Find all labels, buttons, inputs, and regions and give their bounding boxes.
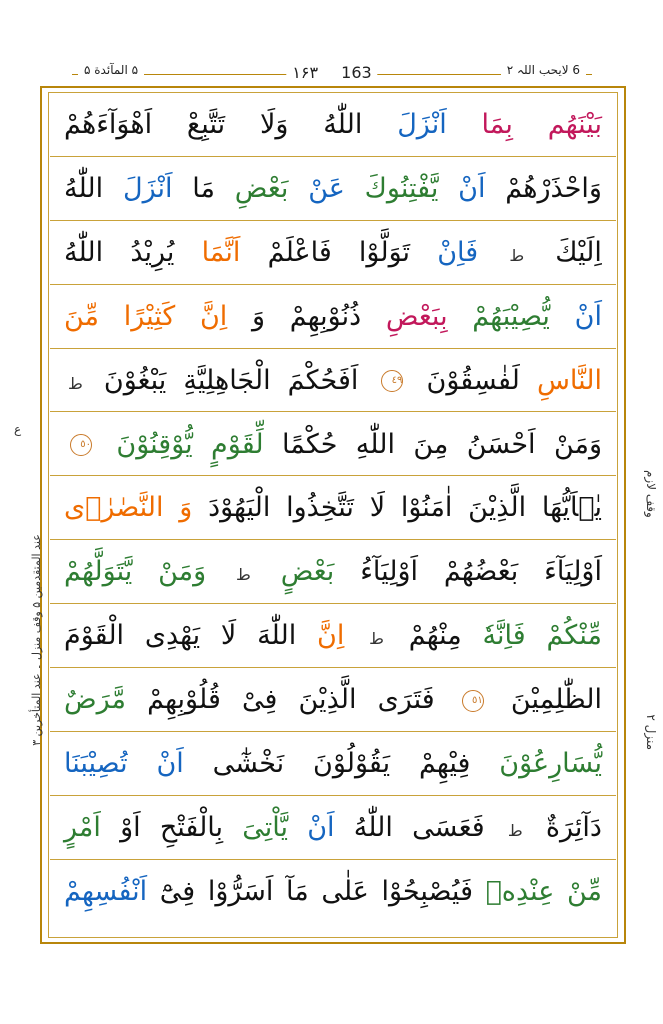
verse-word: بَعْضُهُمْ: [443, 556, 519, 588]
verse-word: يُرِيْدُ: [130, 236, 175, 268]
verse-word: بِالْفَتْحِ: [159, 811, 224, 843]
waqf-mark: ط: [68, 373, 83, 393]
verse-word: لِّقَوْمٍ: [211, 428, 264, 460]
ayah-number-marker: ٥٠: [70, 434, 92, 456]
waqf-mark: ط: [507, 820, 523, 840]
waqf-label: وقف لازم: [644, 470, 658, 518]
verse-word: اَوْلِيَآءُ: [360, 556, 419, 588]
verse-word: اَنْ: [156, 748, 184, 779]
verse-word: يَّاْتِىَ: [242, 811, 288, 843]
right-margin-note: [628, 470, 658, 750]
verse-word: فَيُصْبِحُوْا: [381, 875, 473, 907]
left-margin-note: [8, 430, 43, 850]
verse-word: الْيَهُوْدَ: [208, 492, 271, 524]
verse-word: لَا: [369, 492, 386, 524]
verse-word: اللّٰهَ: [257, 620, 297, 652]
verse-word: النَّاسِ: [536, 364, 603, 396]
verse-word: اَوْلِيَآءَ: [544, 556, 602, 588]
verse-word: الَّذِيْنَ: [468, 492, 527, 524]
verse-word: مِّنْكُمْ: [546, 620, 602, 652]
verse-word: يَقُوْلُوْنَ: [312, 748, 391, 779]
verse-word: يَهْدِى: [144, 620, 201, 652]
verse-word: فَتَرَى: [377, 684, 435, 716]
left-margin-note-text: عند المتقدمین ۵ وقف منزل ۔ عند المتأخرین ۳: [30, 534, 43, 746]
verse-word: يُّوْقِنُوْنَ: [116, 428, 193, 460]
verse-word: اللّٰهُ: [323, 109, 363, 140]
verse-word: بَعْضٍ: [280, 556, 335, 588]
ayah-number-marker: ٤٩: [381, 370, 403, 392]
verse-word: بَعْضِ: [234, 172, 289, 204]
verse-word: فَاِنَّهٗ: [482, 620, 526, 652]
verse-line: [50, 221, 616, 285]
page-number: 163: [341, 63, 372, 82]
verse-word: تَوَلَّوْا: [358, 236, 411, 268]
verse-word: تُصِيْبَنَا: [64, 748, 128, 779]
verse-line: [50, 860, 616, 924]
waqf-mark: ط: [236, 565, 251, 585]
verse-word: مَا: [192, 172, 215, 204]
verse-line: [50, 796, 616, 860]
verse-word: الْقَوْمَ: [64, 620, 125, 652]
verse-word: وَاحْذَرْهُمْ: [505, 172, 602, 204]
verse-word: مِّنَ: [64, 300, 100, 332]
verse-word: تَتَّخِذُوا: [286, 492, 354, 524]
waqf-mark: ط: [369, 629, 384, 649]
verse-word: وَمَنْ: [553, 428, 602, 460]
juz-name-header: 6 لایحب اللہ ۲: [501, 63, 586, 77]
verse-word: النَّصٰرٰۤى: [64, 492, 164, 524]
verse-word: اللّٰهِ: [355, 428, 395, 460]
verse-word: لَفٰسِقُوْنَ: [426, 364, 520, 396]
verse-word: فِىْ: [241, 684, 278, 716]
verse-word: تَتَّبِعْ: [186, 109, 226, 140]
verse-word: يَّتَوَلَّهُمْ: [64, 556, 133, 588]
verse-word: فِىْٓ: [159, 875, 196, 907]
verse-line: [50, 349, 616, 413]
verse-word: مَّرَضٌ: [64, 684, 127, 716]
verse-word: اٰمَنُوْا: [400, 492, 453, 524]
verse-word: اَنْ: [574, 300, 602, 332]
verse-word: فَعَسَى: [412, 811, 485, 843]
verse-word: وَلَا: [259, 109, 289, 140]
verse-word: كَثِيْرًا: [123, 300, 176, 332]
verse-word: فِيْهِمْ: [418, 748, 471, 779]
verse-word: الظّٰلِمِيْنَ: [510, 684, 603, 716]
verse-word: اَسَرُّوْا: [207, 875, 274, 907]
verse-line: [50, 476, 616, 540]
verse-word: وَ: [251, 300, 266, 332]
verse-word: بِبَعْضِ: [385, 300, 448, 332]
verse-word: عَلٰى: [321, 875, 369, 907]
verse-word: اَنْ: [458, 172, 486, 204]
verse-word: الْجَاهِلِيَّةِ: [183, 364, 271, 396]
verse-word: اَنْفُسِهِمْ: [64, 875, 148, 907]
verse-word: فَاعْلَمْ: [267, 236, 332, 268]
verse-line: [50, 732, 616, 796]
page-header: [72, 62, 592, 86]
verse-word: وَمَنْ: [158, 556, 207, 588]
verse-word: يٰۤاَيُّهَا: [541, 492, 603, 524]
waqf-mark: ط: [509, 245, 525, 265]
verse-word: اَنْزَلَ: [122, 172, 173, 204]
verse-word: اِلَيْكَ: [555, 236, 602, 268]
verse-word: يُّسَارِعُوْنَ: [499, 748, 602, 779]
verse-word: قُلُوْبِهِمْ: [147, 684, 221, 716]
verse-word: اَنْزَلَ: [397, 109, 447, 140]
verse-word: الَّذِيْنَ: [298, 684, 357, 716]
verse-word: عَنْ: [308, 172, 345, 204]
page-number-urdu: ۱۶۳: [292, 63, 319, 82]
surah-name-header: ۵ المآئدة ۵: [78, 63, 144, 77]
verse-line: [50, 285, 616, 349]
verse-line: [50, 413, 616, 477]
verse-word: مَآ: [286, 875, 309, 907]
verse-word: مِنْهُمْ: [408, 620, 462, 652]
right-margin-text: [628, 470, 658, 750]
ruku-marker: ع: [14, 422, 22, 436]
verse-word: يَّفْتِنُوكَ: [364, 172, 439, 204]
verse-word: اَهْوَآءَهُمْ: [64, 109, 153, 140]
verse-word: حُكْمًا: [281, 428, 338, 460]
verse-word: مِّنْ: [566, 875, 602, 907]
verse-line: [50, 668, 616, 732]
verse-line: [50, 540, 616, 604]
verse-word: اَنَّمَا: [201, 236, 241, 268]
page-number-header: [286, 63, 377, 82]
verse-word: يُّصِيْبَهُمْ: [472, 300, 550, 332]
verse-word: مِنَ: [413, 428, 449, 460]
verse-word: اَحْسَنُ: [466, 428, 536, 460]
verse-word: اَنْ: [307, 811, 335, 843]
verse-word: فَاِنْ: [437, 236, 479, 268]
verse-word: لَا: [220, 620, 237, 652]
verse-word: بِمَا: [481, 109, 513, 140]
ayah-number-marker: ٥١: [462, 690, 484, 712]
verse-line: [50, 93, 616, 157]
verse-word: اَمْرٍ: [64, 811, 101, 843]
verse-word: وَ: [179, 492, 193, 524]
verse-word: ذُنُوْبِهِمْ: [289, 300, 362, 332]
verse-word: نَخْشٰٓى: [212, 748, 285, 779]
verse-word: بَيْنَهُم: [547, 109, 602, 140]
verse-word: اَوْ: [120, 811, 141, 843]
verse-line: [50, 157, 616, 221]
manzil-label: منزل ۲: [644, 714, 658, 750]
verse-word: يَبْغُوْنَ: [103, 364, 167, 396]
verse-line: [50, 604, 616, 668]
verse-word: عِنْدِهٖ: [485, 875, 555, 907]
verse-word: اللّٰهُ: [64, 236, 104, 268]
verse-word: اللّٰهُ: [64, 172, 104, 204]
verse-word: اَفَحُكْمَ: [287, 364, 359, 396]
verse-word: اِنَّ: [199, 300, 228, 332]
verse-word: دَآئِرَةٌ: [545, 811, 602, 843]
verse-word: اِنَّ: [317, 620, 345, 652]
verse-word: اللّٰهُ: [353, 811, 393, 843]
